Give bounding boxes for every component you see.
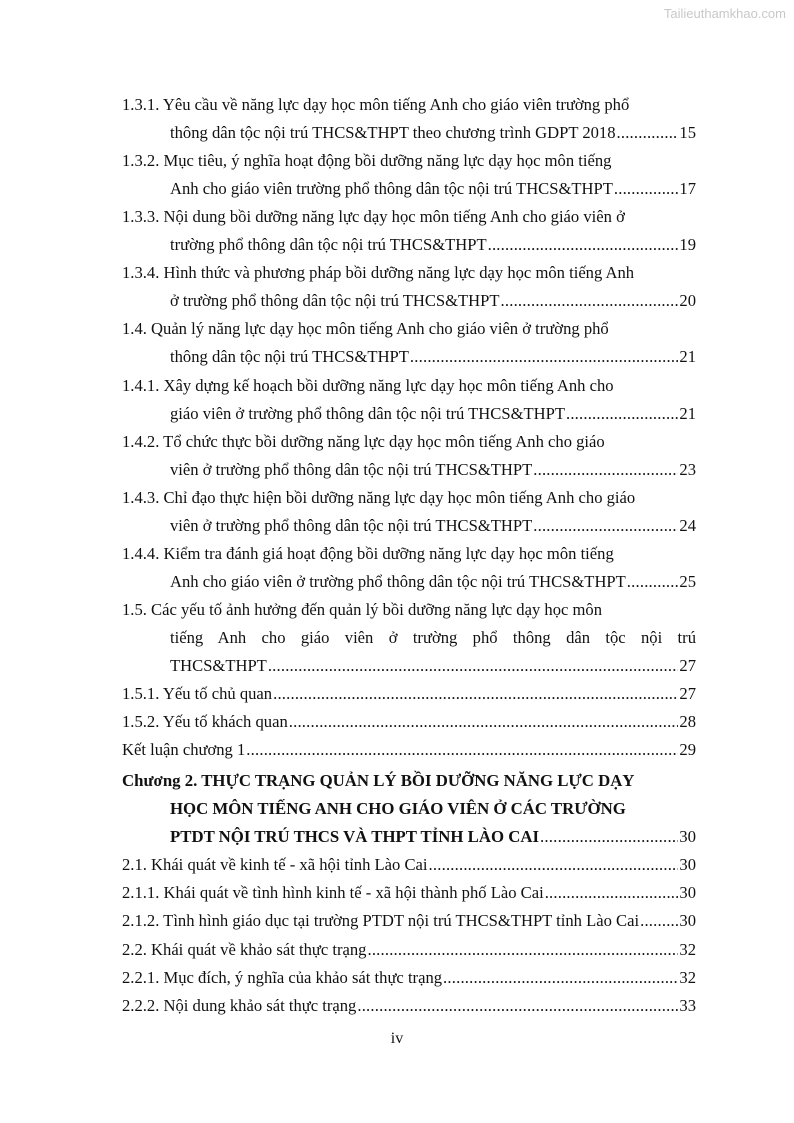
- toc-entry-text: 1.4.1. Xây dựng kế hoạch bồi dưỡng năng lực dạy học môn tiếng Anh cho: [122, 376, 614, 395]
- toc-entry-continuation[interactable]: [170, 653, 696, 679]
- toc-leader-dots: [617, 120, 679, 146]
- toc-entry-text: 2.1.2. Tình hình giáo dục tại trường PTDT nội trú THCS&THPT tỉnh Lào Cai: [122, 911, 640, 930]
- toc-entry-text: Kết luận chương 1: [122, 740, 246, 759]
- toc-page-ref: 30: [679, 883, 696, 902]
- toc-entry-text: 1.4.2. Tổ chức thực bồi dưỡng năng lực dạy học môn tiếng Anh cho giáo: [122, 432, 605, 451]
- toc-leader-dots: [429, 852, 679, 878]
- toc-entry[interactable]: [122, 485, 696, 511]
- toc-entry-text: thông dân tộc nội trú THCS&THPT: [170, 347, 409, 366]
- chapter-heading[interactable]: [122, 768, 696, 794]
- toc-entry-continuation[interactable]: [170, 288, 696, 314]
- toc-page-ref: 20: [679, 291, 696, 310]
- toc-entry-text: 1.3.2. Mục tiêu, ý nghĩa hoạt động bồi dưỡng năng lực dạy học môn tiếng: [122, 151, 612, 170]
- toc-page-ref: 30: [679, 827, 696, 846]
- toc-leader-dots: [545, 880, 679, 906]
- toc-entry-text: trường phổ thông dân tộc nội trú THCS&THPT: [170, 235, 487, 254]
- toc-entry-text: 1.3.4. Hình thức và phương pháp bồi dưỡng năng lực dạy học môn tiếng Anh: [122, 263, 635, 282]
- toc-entry-text: 2.1. Khái quát về kinh tế - xã hội tỉnh Lào Cai: [122, 855, 428, 874]
- toc-page-ref: 29: [679, 740, 696, 759]
- toc-entry-continuation[interactable]: [170, 625, 696, 651]
- toc-page-ref: 25: [679, 572, 696, 591]
- toc-leader-dots: [566, 401, 678, 427]
- toc-page-ref: 21: [679, 404, 696, 423]
- toc-entry-continuation[interactable]: [170, 569, 696, 595]
- toc-leader-dots: [614, 176, 679, 202]
- toc-entry-text: Anh cho giáo viên ở trường phổ thông dân tộc nội trú THCS&THPT: [170, 572, 626, 591]
- chapter-heading-continuation[interactable]: [170, 796, 696, 822]
- toc-entry[interactable]: [122, 993, 696, 1019]
- toc-entry[interactable]: [122, 148, 696, 174]
- toc-entry-text: viên ở trường phổ thông dân tộc nội trú THCS&THPT: [170, 516, 533, 535]
- toc-page-ref: 17: [679, 179, 696, 198]
- toc-page-ref: 27: [679, 656, 696, 675]
- toc-page-ref: 21: [679, 347, 696, 366]
- toc-leader-dots: [268, 653, 679, 679]
- toc-entry[interactable]: [122, 316, 696, 342]
- toc-entry[interactable]: [122, 429, 696, 455]
- toc-entry-text: 1.3.3. Nội dung bồi dưỡng năng lực dạy học môn tiếng Anh cho giáo viên ở: [122, 207, 625, 226]
- toc-leader-dots: [443, 965, 678, 991]
- toc-entry-text: HỌC MÔN TIẾNG ANH CHO GIÁO VIÊN Ở CÁC TRƯỜNG: [170, 799, 626, 818]
- toc-entry[interactable]: [122, 92, 696, 118]
- toc-page-ref: 30: [679, 911, 696, 930]
- toc-page-ref: 28: [679, 712, 696, 731]
- toc-entry-text: viên ở trường phổ thông dân tộc nội trú THCS&THPT: [170, 460, 533, 479]
- toc-entry-text: 1.5.1. Yếu tố chủ quan: [122, 684, 273, 703]
- toc-page-ref: 32: [679, 940, 696, 959]
- toc-entry-continuation[interactable]: [170, 232, 696, 258]
- toc-entry-text: 1.3.1. Yêu cầu về năng lực dạy học môn tiếng Anh cho giáo viên trường phổ: [122, 95, 630, 114]
- toc-entry[interactable]: [122, 852, 696, 878]
- toc-entry[interactable]: [122, 681, 696, 707]
- toc-entry-continuation[interactable]: [170, 120, 696, 146]
- toc-page-ref: 33: [679, 996, 696, 1015]
- toc-entry-text: 1.4.4. Kiểm tra đánh giá hoạt động bồi dưỡng năng lực dạy học môn tiếng: [122, 544, 614, 563]
- toc-page-ref: 30: [679, 855, 696, 874]
- toc-entry-text: Chương 2. THỰC TRẠNG QUẢN LÝ BỒI DƯỠNG NĂNG LỰC DẠY: [122, 771, 635, 790]
- toc-entry-text: PTDT NỘI TRÚ THCS VÀ THPT TỈNH LÀO CAI: [170, 827, 539, 846]
- toc-entry-text: 2.1.1. Khái quát về tình hình kinh tế - xã hội thành phố Lào Cai: [122, 883, 544, 902]
- toc-entry-continuation[interactable]: [170, 401, 696, 427]
- toc-leader-dots: [357, 993, 678, 1019]
- toc-entry-text: 2.2.1. Mục đích, ý nghĩa của khảo sát thực trạng: [122, 968, 443, 987]
- toc-leader-dots: [410, 344, 678, 370]
- toc-entry-text: 2.2.2. Nội dung khảo sát thực trạng: [122, 996, 357, 1015]
- toc-entry[interactable]: [122, 597, 696, 623]
- toc-entry-text: Anh cho giáo viên trường phổ thông dân tộc nội trú THCS&THPT: [170, 179, 613, 198]
- toc-entry-text: giáo viên ở trường phổ thông dân tộc nội trú THCS&THPT: [170, 404, 565, 423]
- toc-leader-dots: [488, 232, 679, 258]
- toc-leader-dots: [367, 937, 678, 963]
- toc-page-ref: 32: [679, 968, 696, 987]
- toc-entry[interactable]: [122, 204, 696, 230]
- toc-page-ref: 15: [679, 123, 696, 142]
- toc-leader-dots: [640, 908, 678, 934]
- toc-entry[interactable]: [122, 908, 696, 934]
- toc-page-ref: 24: [679, 516, 696, 535]
- toc-page-ref: 19: [679, 235, 696, 254]
- toc-entry-continuation[interactable]: [170, 457, 696, 483]
- toc-entry-text: 1.4. Quản lý năng lực dạy học môn tiếng Anh cho giáo viên ở trường phổ: [122, 319, 609, 338]
- toc-leader-dots: [540, 824, 678, 850]
- toc-entry-text: 1.5.2. Yếu tố khách quan: [122, 712, 288, 731]
- toc-leader-dots: [627, 569, 679, 595]
- toc-entry-text: tiếng Anh cho giáo viên ở trường phổ thông dân tộc nội trú: [170, 628, 696, 647]
- toc-entry[interactable]: [122, 709, 696, 735]
- toc-entry-continuation[interactable]: [170, 513, 696, 539]
- chapter-heading-continuation[interactable]: [170, 824, 696, 850]
- toc-entry-text: 1.4.3. Chỉ đạo thực hiện bồi dưỡng năng lực dạy học môn tiếng Anh cho giáo: [122, 488, 636, 507]
- toc-leader-dots: [246, 737, 678, 763]
- toc-entry[interactable]: [122, 737, 696, 763]
- toc-entry-text: THCS&THPT: [170, 656, 267, 675]
- page-number: iv: [390, 1030, 404, 1047]
- toc-entry[interactable]: [122, 880, 696, 906]
- toc-entry[interactable]: [122, 965, 696, 991]
- toc-page-ref: 27: [679, 684, 696, 703]
- toc-entry-text: ở trường phổ thông dân tộc nội trú THCS&THPT: [170, 291, 500, 310]
- toc-page-ref: 23: [679, 460, 696, 479]
- toc-entry[interactable]: [122, 937, 696, 963]
- toc-entry-continuation[interactable]: [170, 344, 696, 370]
- toc-entry[interactable]: [122, 260, 696, 286]
- toc-entry-continuation[interactable]: [170, 176, 696, 202]
- watermark: Tailieuthamkhao.com: [663, 6, 786, 21]
- toc-leader-dots: [273, 681, 678, 707]
- toc-entry-text: 1.5. Các yếu tố ảnh hưởng đến quản lý bồi dưỡng năng lực dạy học môn: [122, 600, 603, 619]
- toc-leader-dots: [289, 709, 679, 735]
- toc-entry-text: thông dân tộc nội trú THCS&THPT theo chương trình GDPT 2018: [170, 123, 616, 142]
- toc-entry-text: 2.2. Khái quát về khảo sát thực trạng: [122, 940, 367, 959]
- toc-entry[interactable]: [122, 541, 696, 567]
- toc-leader-dots: [501, 288, 679, 314]
- toc-entry[interactable]: [122, 373, 696, 399]
- toc-leader-dots: [533, 513, 678, 539]
- toc-leader-dots: [533, 457, 678, 483]
